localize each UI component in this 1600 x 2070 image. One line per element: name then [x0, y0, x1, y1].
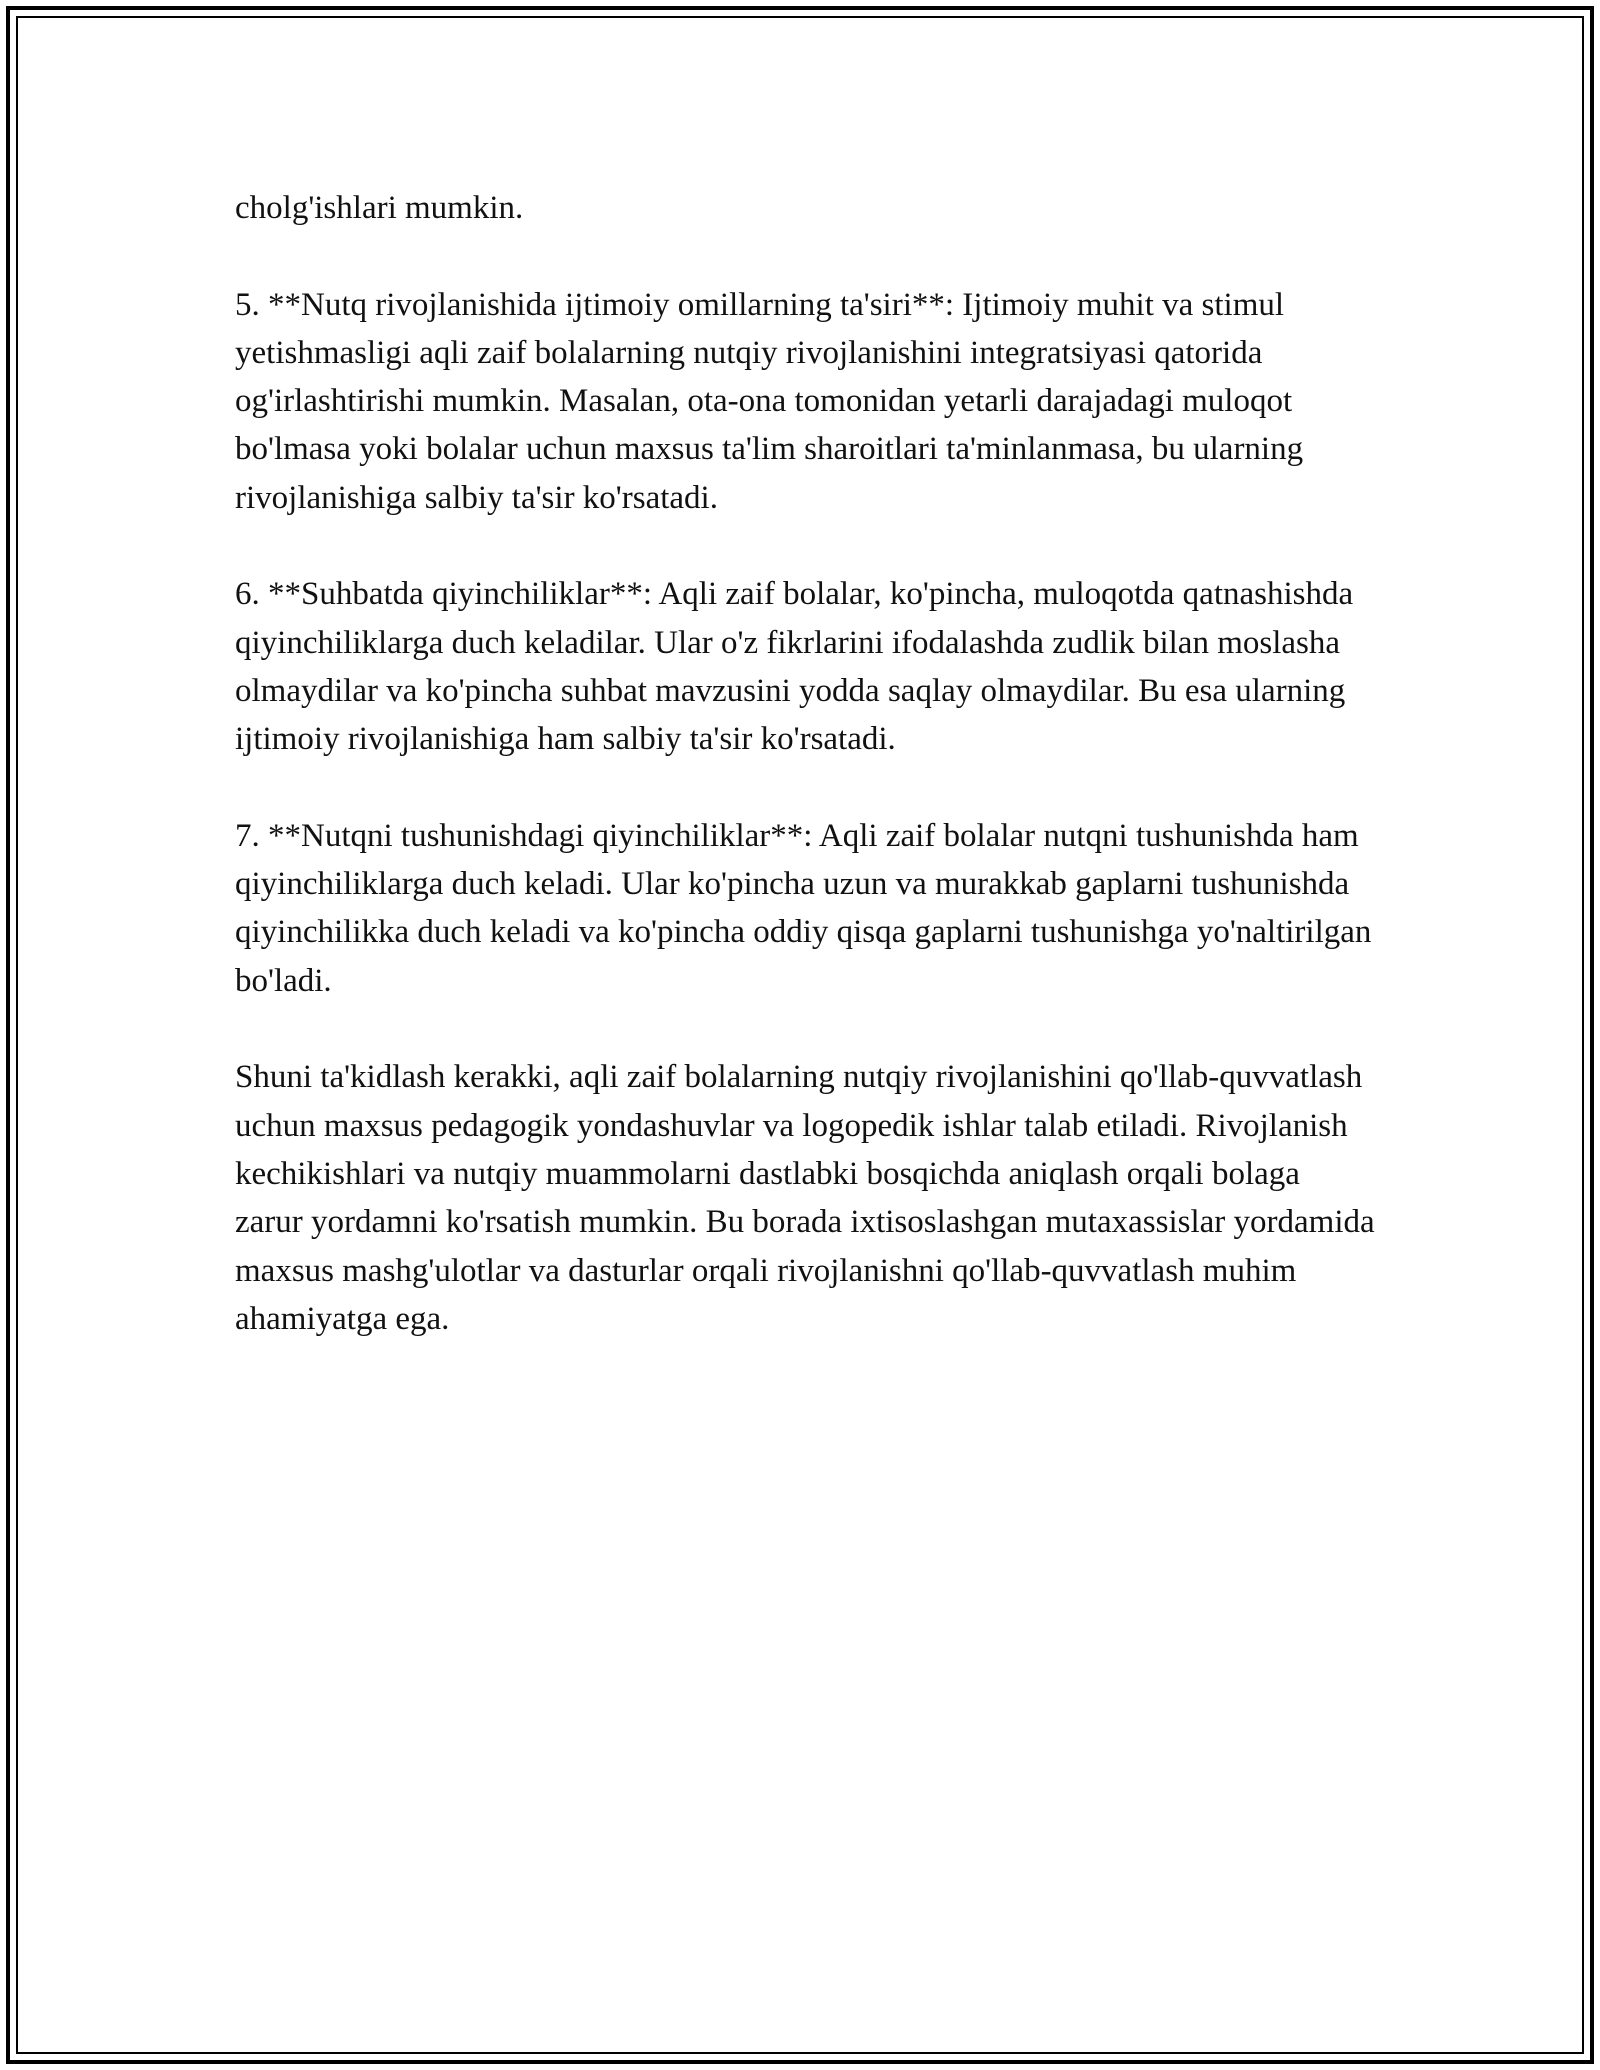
- paragraph-item-6: 6. **Suhbatda qiyinchiliklar**: Aqli zaif bolalar, ko'pincha, muloqotda qatnashishda qiyinchiliklarga duch keladilar. Ular o'z fikrlarini ifodalashda zudlik bilan moslasha olmaydilar va ko'pincha suhbat mavzusini yodda saqlay olmaydilar. Bu esa ularning ijtimoiy rivojlanishiga ham salbiy ta'sir ko'rsatadi.: [235, 576, 1354, 758]
- document-body: [235, 184, 1375, 1391]
- paragraph-conclusion: Shuni ta'kidlash kerakki, aqli zaif bolalarning nutqiy rivojlanishini qo'llab-quvvatlash uchun maxsus pedagogik yondashuvlar va logopedik ishlar talab etiladi. Rivojlanish kechikishlari va nutqiy muammolarni dastlabki bosqichda aniqlash orqali bolaga zarur yordamni ko'rsatish mumkin. Bu borada ixtisoslashgan mutaxassislar yordamida maxsus mashg'ulotlar va dasturlar orqali rivojlanishni qo'llab-quvvatlash muhim ahamiyatga ega.: [235, 1059, 1375, 1337]
- paragraph-item-7: 7. **Nutqni tushunishdagi qiyinchiliklar**: Aqli zaif bolalar nutqni tushunishda ham qiyinchiliklarga duch keladi. Ular ko'pincha uzun va murakkab gaplarni tushunishda qiyinchilikka duch keladi va ko'pincha oddiy qisqa gaplarni tushunishga yo'naltirilgan bo'ladi.: [235, 817, 1372, 999]
- paragraph-continuation: cholg'ishlari mumkin.: [235, 190, 524, 226]
- paragraph-item-5: 5. **Nutq rivojlanishida ijtimoiy omillarning ta'siri**: Ijtimoiy muhit va stimul yetishmasligi aqli zaif bolalarning nutqiy rivojlanishini integratsiyasi qatorida og'irlashtirishi mumkin. Masalan, ota-ona tomonidan yetarli darajadagi muloqot bo'lmasa yoki bolalar uchun maxsus ta'lim sharoitlari ta'minlanmasa, bu ularning rivojlanishiga salbiy ta'sir ko'rsatadi.: [235, 286, 1304, 516]
